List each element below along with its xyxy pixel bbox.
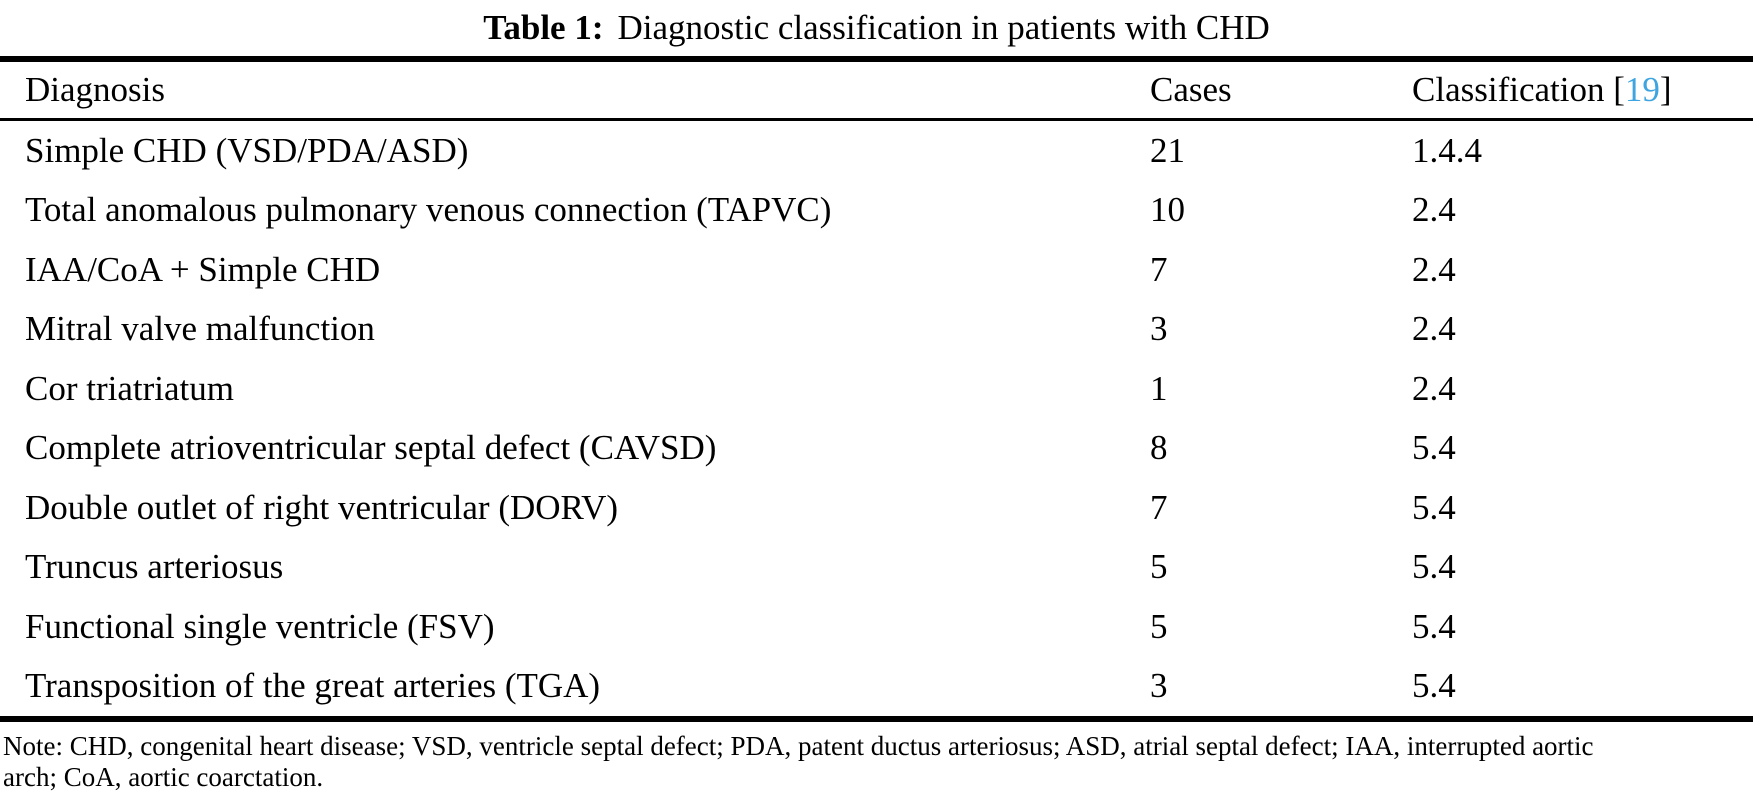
classification-cell: 5.4 — [1412, 428, 1456, 468]
table-body — [0, 121, 1753, 716]
cases-cell: 3 — [1150, 666, 1168, 706]
classification-cell: 5.4 — [1412, 487, 1456, 527]
table-row — [0, 359, 1753, 419]
classification-cell: 5.4 — [1412, 547, 1456, 587]
footnote-line-1: Note: CHD, congenital heart disease; VSD, ventricle septal defect; PDA, patent ductus arteriosus; ASD, atrial septal defect; IAA, interrupted aortic — [3, 731, 1594, 761]
footnote-line-2: arch; CoA, aortic coarctation. — [3, 762, 324, 792]
classification-cell: 1.4.4 — [1412, 130, 1482, 170]
cases-cell: 21 — [1150, 130, 1185, 170]
header-classification-prefix: Classification [ — [1412, 70, 1625, 109]
cases-cell: 7 — [1150, 487, 1168, 527]
table-row — [0, 657, 1753, 717]
cases-cell: 1 — [1150, 368, 1168, 408]
header-classification-suffix: ] — [1659, 70, 1672, 109]
bottom-rule — [0, 716, 1753, 722]
table-caption-number: Table 1: — [483, 8, 604, 47]
table-header-row — [0, 62, 1753, 118]
classification-cell: 5.4 — [1412, 606, 1456, 646]
table-row — [0, 538, 1753, 598]
header-classification — [1412, 70, 1753, 110]
table-row — [0, 419, 1753, 479]
cases-cell: 8 — [1150, 428, 1168, 468]
table-row — [0, 240, 1753, 300]
diagnosis-cell: Transposition of the great arteries (TGA) — [25, 666, 601, 706]
table-row — [0, 121, 1753, 181]
classification-cell: 5.4 — [1412, 666, 1456, 706]
diagnosis-cell: Cor triatriatum — [25, 368, 234, 408]
cases-cell: 7 — [1150, 249, 1168, 289]
classification-cell: 2.4 — [1412, 368, 1456, 408]
classification-cell: 2.4 — [1412, 309, 1456, 349]
header-cases: Cases — [1150, 70, 1232, 109]
cases-cell: 10 — [1150, 190, 1185, 230]
table-caption — [0, 0, 1753, 56]
diagnosis-cell: Simple CHD (VSD/PDA/ASD) — [25, 130, 469, 170]
classification-cell: 2.4 — [1412, 190, 1456, 230]
diagnosis-cell: Complete atrioventricular septal defect (CAVSD) — [25, 428, 717, 468]
cases-cell: 3 — [1150, 309, 1168, 349]
diagnosis-cell: Truncus arteriosus — [25, 547, 284, 587]
diagnosis-cell: Double outlet of right ventricular (DORV) — [25, 487, 619, 527]
table-row — [0, 300, 1753, 360]
table-caption-text: Diagnostic classification in patients with CHD — [617, 8, 1270, 47]
table-footnote — [0, 731, 1753, 793]
cases-cell: 5 — [1150, 606, 1168, 646]
table-row — [0, 478, 1753, 538]
diagnosis-cell: Total anomalous pulmonary venous connection (TAPVC) — [25, 190, 832, 230]
diagnosis-cell: Functional single ventricle (FSV) — [25, 606, 495, 646]
citation-link-19[interactable]: 19 — [1624, 70, 1660, 109]
cases-cell: 5 — [1150, 547, 1168, 587]
classification-cell: 2.4 — [1412, 249, 1456, 289]
header-diagnosis: Diagnosis — [25, 70, 165, 109]
diagnosis-cell: IAA/CoA + Simple CHD — [25, 249, 381, 289]
table-row — [0, 597, 1753, 657]
table-row — [0, 181, 1753, 241]
diagnosis-cell: Mitral valve malfunction — [25, 309, 375, 349]
